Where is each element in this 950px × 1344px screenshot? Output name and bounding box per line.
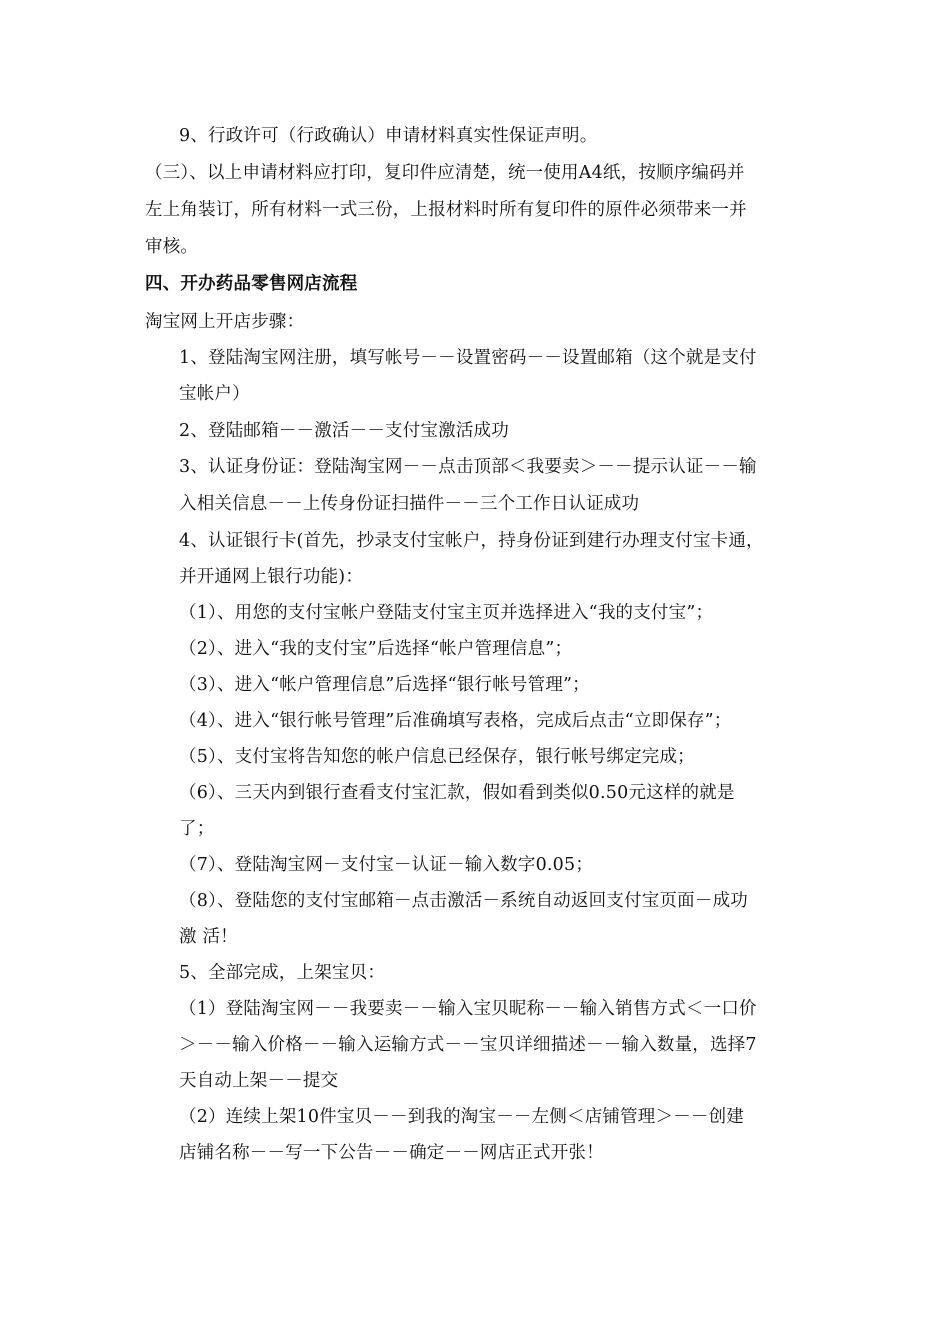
step-5-item-1-line-1: （1）登陆淘宝网－－我要卖－－输入宝贝昵称－－输入销售方式＜一口价	[179, 999, 757, 1019]
step-4-line-1: 4、认证银行卡(首先，抄录支付宝帐户，持身份证到建行办理支付宝卡通，	[179, 531, 764, 551]
step-5-item-2-line-2: 店铺名称－－写一下公告－－确定－－网店正式开张！	[179, 1143, 604, 1163]
substep-2: （2）、进入“我的支付宝”后选择“帐户管理信息”；	[179, 639, 573, 659]
substep-8-line-1: （8）、登陆您的支付宝邮箱－点击激活－系统自动返回支付宝页面－成功	[179, 891, 748, 911]
step-5-item-1-line-3: 天自动上架－－提交	[179, 1071, 339, 1091]
substep-8-line-2: 激 活！	[179, 927, 238, 947]
step-5: 5、全部完成，上架宝贝：	[179, 963, 386, 983]
item-9-line: 9、行政许可（行政确认）申请材料真实性保证声明。	[179, 126, 598, 146]
step-4-line-2: 并开通网上银行功能)：	[179, 567, 364, 587]
substep-7: （7）、登陆淘宝网－支付宝－认证－输入数字0.05；	[179, 855, 594, 875]
step-2: 2、登陆邮箱－－激活－－支付宝激活成功	[179, 421, 509, 441]
substep-5: （5）、支付宝将告知您的帐户信息已经保存，银行帐号绑定完成；	[179, 747, 695, 767]
step-1-line-1: 1、登陆淘宝网注册，填写帐号－－设置密码－－设置邮箱（这个就是支付	[179, 348, 757, 368]
section-four-heading: 四、开办药品零售网店流程	[145, 274, 358, 294]
substep-3: （3）、进入“帐户管理信息”后选择“银行帐号管理”；	[179, 675, 590, 695]
step-5-item-1-line-2: ＞－－输入价格－－输入运输方式－－宝贝详细描述－－输入数量，选择7	[179, 1035, 757, 1055]
substep-4: （4）、进入“银行帐号管理”后准确填写表格，完成后点击“立即保存”；	[179, 711, 732, 731]
paragraph-three-line-2: 左上角装订，所有材料一式三份，上报材料时所有复印件的原件必须带来一并	[145, 200, 747, 220]
substep-6-line-2: 了；	[179, 819, 215, 839]
step-1-line-2: 宝帐户）	[179, 384, 250, 404]
step-3-line-2: 入相关信息－－上传身份证扫描件－－三个工作日认证成功	[179, 494, 640, 514]
paragraph-three-line-3: 审核。	[145, 237, 199, 257]
paragraph-three-line-1: （三）、以上申请材料应打印，复印件应清楚，统一使用A4纸，按顺序编码并	[145, 163, 745, 183]
substep-6-line-1: （6）、三天内到银行查看支付宝汇款，假如看到类似0.50元这样的就是	[179, 783, 735, 803]
substep-1: （1）、用您的支付宝帐户登陆支付宝主页并选择进入“我的支付宝”；	[179, 603, 714, 623]
step-5-item-2-line-1: （2）连续上架10件宝贝－－到我的淘宝－－左侧＜店铺管理＞－－创建	[179, 1107, 744, 1127]
step-3-line-1: 3、认证身份证：登陆淘宝网－－点击顶部＜我要卖＞－－提示认证－－输	[179, 457, 757, 477]
taobao-steps-intro: 淘宝网上开店步骤：	[145, 312, 305, 332]
